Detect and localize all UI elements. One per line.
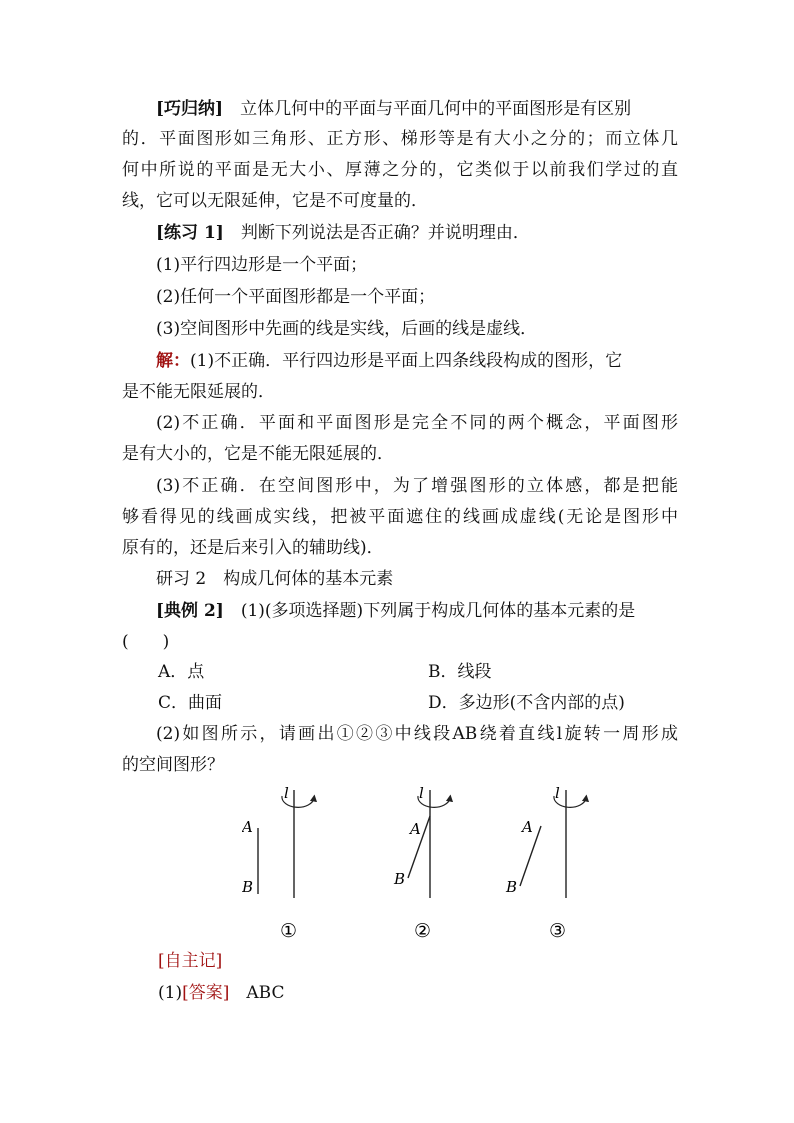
practice1-item-3: (3)空间图形中先画的线是实线，后画的线是虚线． bbox=[156, 319, 538, 339]
label-a-2: A bbox=[410, 820, 421, 838]
figure-3 bbox=[505, 786, 586, 942]
option-a: A．点 bbox=[158, 662, 205, 682]
example2-text: (1)(多项选择题)下列属于构成几何体的基本元素的是 bbox=[223, 601, 636, 621]
example2-question bbox=[156, 600, 712, 622]
example2-blank: ( ) bbox=[122, 632, 170, 652]
summary-text-1: 立体几何中的平面与平面几何中的平面图形是有区别 bbox=[223, 99, 632, 119]
solution-label: 解： bbox=[156, 351, 190, 371]
caption-1: ① bbox=[280, 920, 298, 942]
figure-1 bbox=[242, 786, 314, 942]
answer-prefix: (1) bbox=[158, 983, 183, 1003]
option-b: B．线段 bbox=[428, 662, 492, 682]
label-l-3: l bbox=[555, 786, 560, 802]
summary-line-4: 线，它可以无限延伸，它是不可度量的． bbox=[122, 191, 428, 211]
notes-tag-text: [自主记] bbox=[158, 951, 223, 971]
solution-line-2: 是不能无限延展的． bbox=[122, 382, 275, 402]
section-title: 研习 2 构成几何体的基本元素 bbox=[156, 569, 394, 589]
label-a-3: A bbox=[522, 818, 533, 836]
option-d: D．多边形(不含内部的点) bbox=[428, 693, 625, 713]
caption-3: ③ bbox=[549, 920, 567, 942]
example2-q2-line-1: (2)如图所示，请画出①②③中线段AB绕着直线l旋转一周形成 bbox=[156, 724, 678, 744]
practice1-item-2: (2)任何一个平面图形都是一个平面； bbox=[156, 287, 436, 307]
summary-line-3: 何中所说的平面是无大小、厚薄之分的，它类似于以前我们学过的直 bbox=[122, 160, 678, 180]
notes-tag bbox=[158, 950, 714, 972]
practice1-question bbox=[156, 222, 712, 244]
solution-line-7: 原有的，还是后来引入的辅助线)． bbox=[122, 538, 384, 558]
practice1-text: 判断下列说法是否正确？并说明理由． bbox=[223, 223, 530, 243]
label-a-1: A bbox=[242, 818, 253, 836]
example2-q2-line-2: 的空间图形？ bbox=[122, 755, 224, 775]
answer-line bbox=[158, 982, 714, 1004]
label-l-2: l bbox=[419, 786, 424, 802]
practice1-item-1: (1)平行四边形是一个平面； bbox=[156, 255, 368, 275]
practice1-tag: [练习 1] bbox=[156, 223, 224, 243]
example2-tag: [典例 2] bbox=[156, 601, 224, 621]
summary-tag: [巧归纳] bbox=[156, 99, 224, 119]
label-b-3: B bbox=[506, 878, 518, 896]
option-c: C．曲面 bbox=[158, 693, 223, 713]
solution-line-1 bbox=[156, 350, 678, 372]
figure-2 bbox=[393, 786, 450, 942]
answer-tag: [答案] bbox=[182, 983, 230, 1003]
answer-value: ABC bbox=[229, 983, 285, 1003]
solution-line-4: 是有大小的，它是不能无限延展的． bbox=[122, 444, 394, 464]
solution-line-3: (2)不正确．平面和平面图形是完全不同的两个概念，平面图形 bbox=[156, 413, 678, 433]
solution-p1-text: (1)不正确．平行四边形是平面上四条线段构成的图形，它 bbox=[190, 351, 623, 371]
label-b-1: B bbox=[242, 878, 254, 896]
solution-line-5: (3)不正确．在空间图形中，为了增强图形的立体感，都是把能 bbox=[156, 476, 678, 496]
summary-line-1 bbox=[156, 98, 712, 120]
caption-2: ② bbox=[414, 920, 432, 942]
rotation-figure bbox=[242, 786, 590, 946]
summary-line-2: 的．平面图形如三角形、正方形、梯形等是有大小之分的；而立体几 bbox=[122, 129, 678, 149]
solution-line-6: 够看得见的线画成实线，把被平面遮住的线画成虚线(无论是图形中 bbox=[122, 507, 678, 527]
label-l-1: l bbox=[284, 786, 289, 802]
label-b-2: B bbox=[394, 870, 406, 888]
